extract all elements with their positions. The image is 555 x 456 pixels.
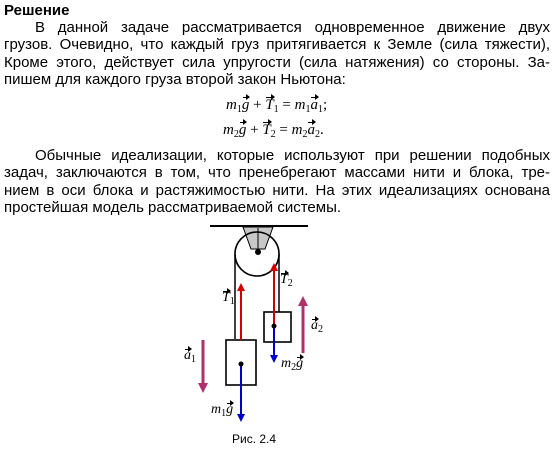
text-line: задач, заключаются в том, что пренебрегают массами нити и блока, тре- [4, 164, 550, 182]
text-line: пишем для каждого груза второй закон Ньютона: [4, 71, 346, 89]
equation-load-2: $m_2g + T_2 = m_2a_2$. [223, 122, 324, 140]
text-line: В данной задаче рассматривается одновременное движение двух [35, 19, 550, 36]
label-a1: $a_1$ [184, 348, 196, 365]
figure-caption: Рис. 2.4 [232, 432, 277, 446]
label-T1: $T_1$ [222, 290, 235, 307]
text-line: грузов. Очевидно, что каждый груз притягивается к Земле (сила тяжести), [4, 36, 550, 54]
label-T2: $T_2$ [280, 272, 293, 289]
label-m1g: $m_1g$ [211, 402, 234, 419]
label-a2: $a_2$ [311, 318, 323, 335]
text-line: Кроме этого, действует сила упругости (сила натяжения) со стороны. За- [4, 53, 550, 71]
pulley-axle [255, 249, 261, 255]
text-line: простейшая модель рассматриваемой системы. [4, 199, 342, 217]
equation-load-1: $m_1g + T_1 = m_1a_1$; [226, 97, 328, 115]
solution-heading: Решение [4, 2, 70, 19]
text-line: нием в оси блока и растяжимостью нити. На этих идеализациях основана [4, 181, 550, 199]
label-m2g: $m_2g$ [281, 356, 304, 373]
load-2 [264, 312, 291, 342]
text-line: Обычные идеализации, которые используют при решении подобных [35, 147, 550, 164]
